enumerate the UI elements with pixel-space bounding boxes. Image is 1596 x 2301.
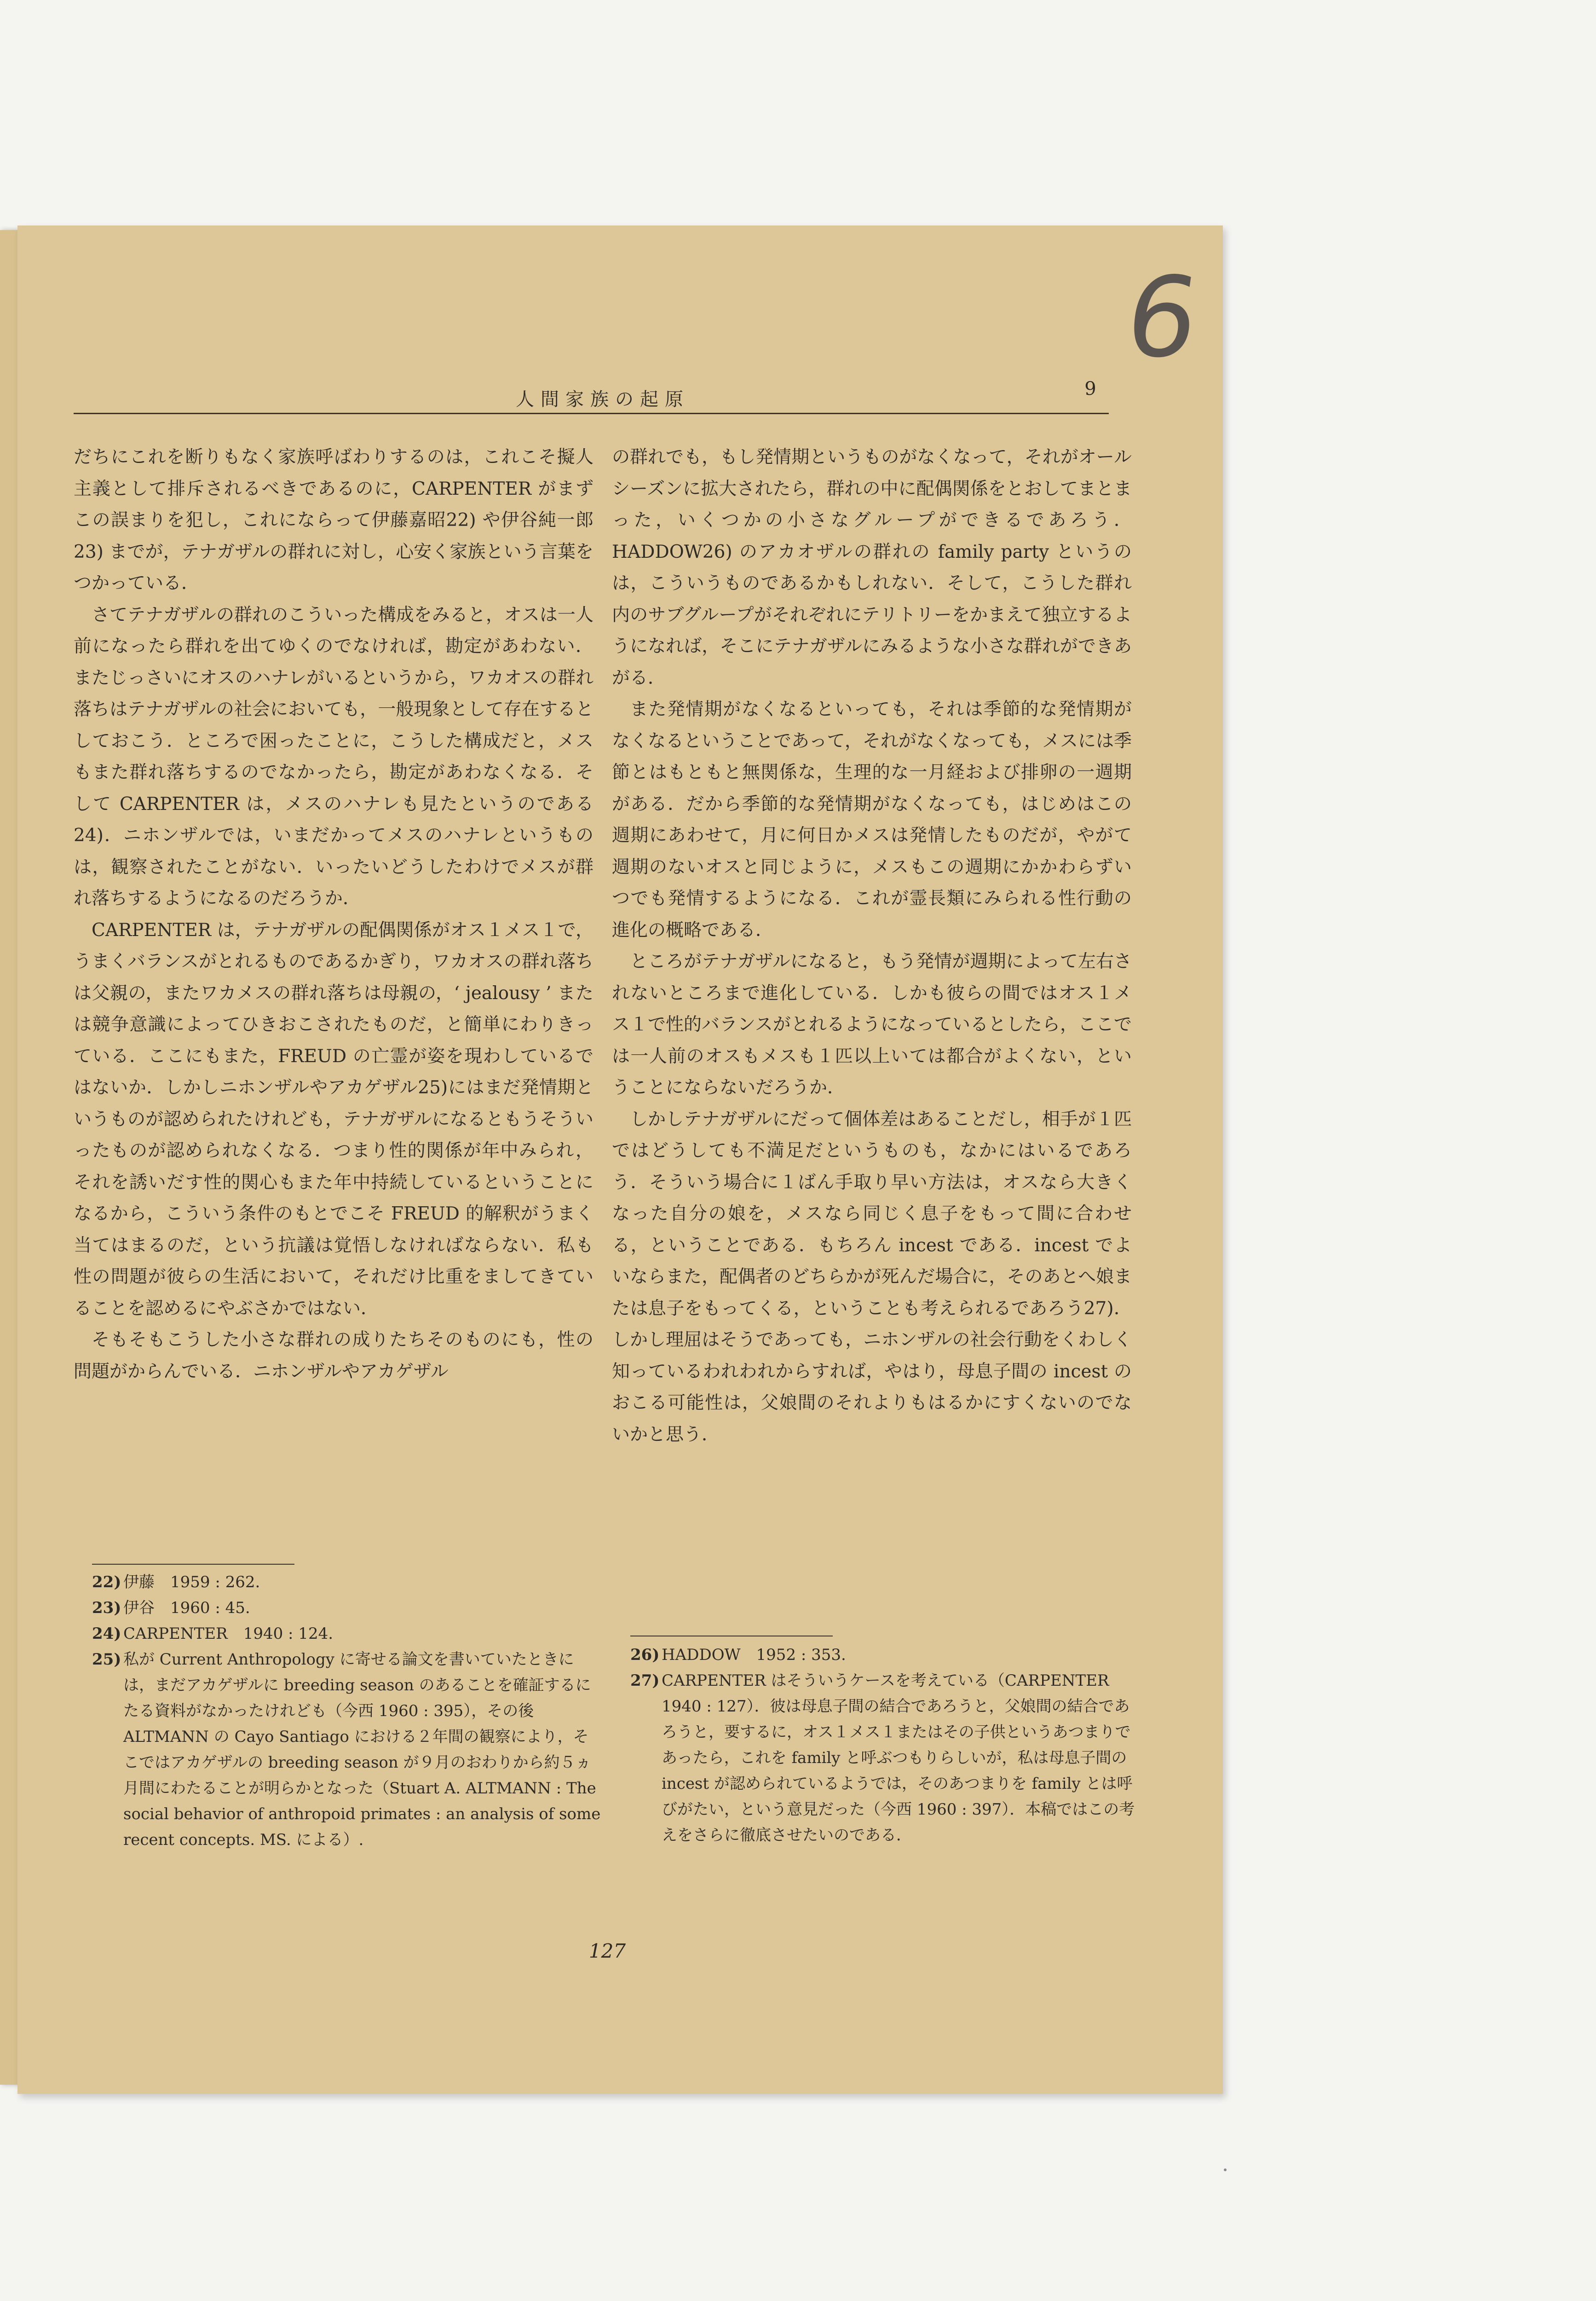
scan-speck bbox=[1224, 2168, 1227, 2171]
footnotes-right bbox=[630, 1642, 1136, 1848]
handwritten-page-mark: 6 bbox=[1118, 253, 1207, 382]
paragraph: CARPENTER は，テナガザルの配偶関係がオス１メス１で，うまくバランスがとれるものであるかぎり，ワカオスの群れ落ちは父親の，またワカメスの群れ落ちは母親の，‘ jealousy ’ または競争意識によってひきおこされたものだ，と簡単にわりきっている．ここにもまた，FREUD の亡霊が姿を現わしているではないか．しかしニホンザルやアカゲザル25)にはまだ発情期というものが認められたけれども，テナガザルになるともうそういったものが認められなくなる．つまり性的関係が年中みられ，それを誘いだす性的関心もまた年中持続しているということになるから，こういう条件のもとでこそ FREUD 的解釈がうまく当てはまるのだ，という抗議は覚悟しなければならない．私も性の問題が彼らの生活において，それだけ比重をましてきていることを認めるにやぶさかではない． bbox=[74, 919, 593, 1319]
page-number-bottom: 127 bbox=[588, 1940, 626, 1962]
footnote: 25) 私が Current Anthropology に寄せる論文を書いていたときには，まだアカゲザルに breeding season のあることを確証するにたる資料がなかったけれども（今西 1960 : 395），その後ALTMANN の Cayo Santiago における２年間の観察により，そこではアカゲザルの breeding season が９月のおわりから約５ヵ月間にわたることが明らかとなった（Stuart A. ALTMANN : The social behavior of anthropoid primates : an analysis of some recent concepts. MS. による）. bbox=[92, 1650, 601, 1849]
footnote: 23) 伊谷 1960 : 45. bbox=[92, 1599, 250, 1617]
paragraph: ところがテナガザルになると，もう発情が週期によって左右されないところまで進化している．しかも彼らの間ではオス１メス１で性的バランスがとれるようになっているとしたら，ここでは一人前のオスもメスも１匹以上いては都合がよくない，ということにならないだろうか． bbox=[612, 951, 1132, 1098]
paragraph: さてテナガザルの群れのこういった構成をみると，オスは一人前になったら群れを出てゆくのでなければ，勘定があわない．またじっさいにオスのハナレがいるというから，ワカオスの群れ落ちはテナガザルの社会においても，一般現象として存在するとしておこう．ところで困ったことに，こうした構成だと，メスもまた群れ落ちするのでなかったら，勘定があわなくなる．そして CARPENTER は，メスのハナレも見たというのである24)．ニホンザルでは，いまだかってメスのハナレというものは，観察されたことがない．いったいどうしたわけでメスが群れ落ちするようになるのだろうか． bbox=[74, 604, 593, 909]
footnote: 24) CARPENTER 1940 : 124. bbox=[92, 1625, 334, 1643]
running-title: 人間家族の起原 bbox=[516, 389, 690, 410]
footnote-rule-left bbox=[92, 1564, 294, 1565]
paragraph: しかしテナガザルにだって個体差はあることだし，相手が１匹ではどうしても不満足だというものも，なかにはいるであろう．そういう場合に１ばん手取り早い方法は，オスなら大きくなった自分の娘を，メスなら同じく息子をもって間に合わせる，ということである．もちろん incest である．incest でよいならまた，配偶者のどちらかが死んだ場合に，そのあとへ娘または息子をもってくる，ということも考えられるであろう27)．しかし理屈はそうであっても，ニホンザルの社会行動をくわしく知っているわれわれからすれば，やはり，母息子間の incest のおこる可能性は，父娘間のそれよりもはるかにすくないのでないかと思う． bbox=[612, 1109, 1132, 1445]
left-column bbox=[74, 442, 593, 1388]
footnote: 27) CARPENTER はそういうケースを考えている（CARPENTER 1940 : 127）．彼は母息子間の結合であろうと，父娘間の結合であろうと，要するに，オス１メス１またはその子供というあつまりであったら，これを family と呼ぶつもりらしいが，私は母息子間の incest が認められているようでは，そのあつまりを family とは呼びがたい，という意見だった（今西 1960 : 397）．本稿ではこの考えをさらに徹底させたいのである． bbox=[630, 1671, 1135, 1844]
footnotes-left bbox=[92, 1569, 603, 1853]
paragraph: だちにこれを断りもなく家族呼ばわりするのは，これこそ擬人主義として排斥されるべきであるのに，CARPENTER がまずこの誤まりを犯し，これにならって伊藤嘉昭22) や伊谷純一郎23) までが，テナガザルの群れに対し，心安く家族という言葉をつかっている． bbox=[74, 447, 593, 594]
header-rule bbox=[74, 413, 1109, 414]
page-number-top: 9 bbox=[1084, 378, 1096, 399]
previous-page-edge bbox=[0, 230, 18, 2085]
paragraph: また発情期がなくなるといっても，それは季節的な発情期がなくなるということであって，それがなくなっても，メスには季節とはもともと無関係な，生理的な一月経および排卵の一週期がある．だから季節的な発情期がなくなっても，はじめはこの週期にあわせて，月に何日かメスは発情したものだが，やがて週期のないオスと同じように，メスもこの週期にかかわらずいつでも発情するようになる．これが霊長類にみられる性行動の進化の概略である． bbox=[612, 699, 1132, 941]
paragraph: の群れでも，もし発情期というものがなくなって，それがオールシーズンに拡大されたら，群れの中に配偶関係をとおしてまとまった，いくつかの小さなグループができるであろう．HADDOW26) のアカオザルの群れの family party というのは，こういうものであるかもしれない．そして，こうした群れ内のサブグループがそれぞれにテリトリーをかまえて独立するようになれば，そこにテナガザルにみるような小さな群れができあがる． bbox=[612, 447, 1132, 688]
footnote: 22) 伊藤 1959 : 262. bbox=[92, 1573, 260, 1591]
footnote: 26) HADDOW 1952 : 353. bbox=[630, 1646, 846, 1664]
right-column bbox=[612, 442, 1132, 1451]
paragraph: そもそもこうした小さな群れの成りたちそのものにも，性の問題がからんでいる．ニホンザルやアカゲザル bbox=[74, 1330, 593, 1382]
